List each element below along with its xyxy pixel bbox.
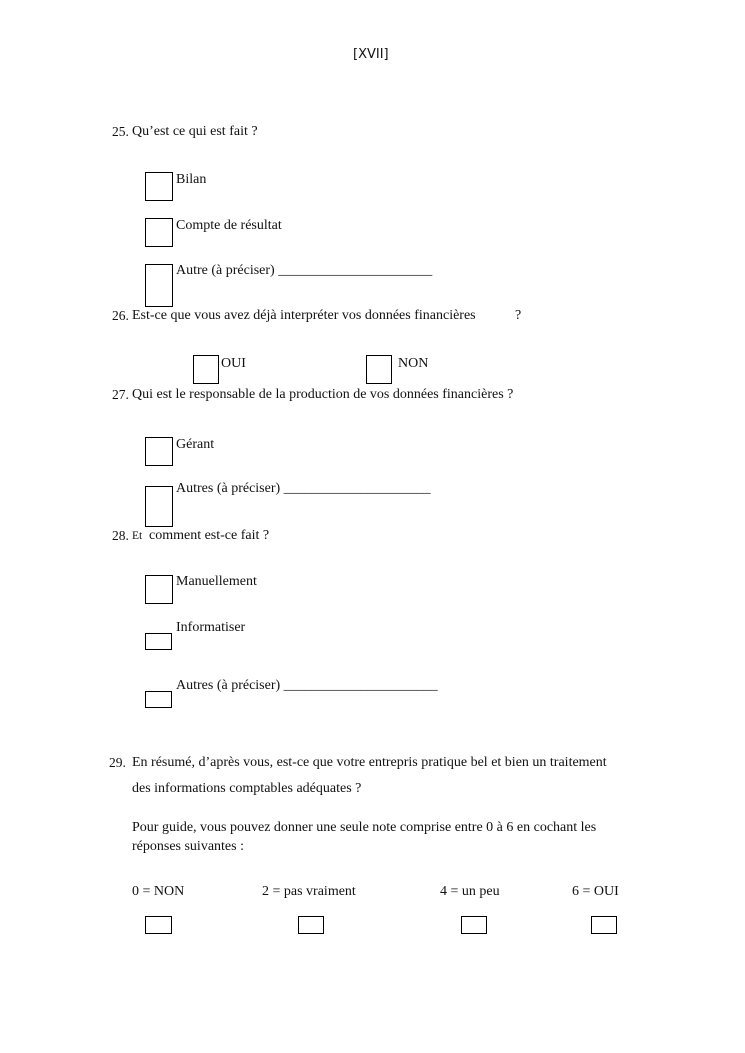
q27-option-gerant: Gérant — [176, 437, 215, 452]
q25-checkbox-bilan[interactable] — [145, 172, 173, 201]
q28-option-informatiser: Informatiser — [176, 620, 246, 635]
q25-checkbox-autre[interactable] — [145, 264, 173, 307]
q25-option-compte-resultat: Compte de résultat — [176, 218, 282, 233]
q27-checkbox-gerant[interactable] — [145, 437, 173, 466]
q25-option-bilan: Bilan — [176, 172, 207, 187]
q29-checkbox-6[interactable] — [591, 916, 617, 934]
q29-guide-line2: réponses suivantes : — [132, 839, 244, 854]
q29-guide-line1: Pour guide, vous pouvez donner une seule note comprise entre 0 à 6 en cochant les — [132, 820, 597, 835]
q28-question: comment est-ce fait ? — [149, 528, 270, 543]
q29-scale-label-0: 0 = NON — [132, 884, 185, 899]
q29-number: 29. — [109, 755, 126, 770]
q28-option-autres: Autres (à préciser) ______________________ — [176, 678, 438, 693]
q27-option-autres: Autres (à préciser) _____________________ — [176, 481, 431, 496]
q26-checkbox-oui[interactable] — [193, 355, 219, 384]
page-number-header: [XVII] — [353, 47, 389, 62]
q26-option-non: NON — [398, 356, 429, 371]
q28-checkbox-autres[interactable] — [145, 691, 172, 708]
q27-question: Qui est le responsable de la production de vos données financières ? — [132, 387, 514, 402]
q25-number: 25. — [112, 124, 129, 139]
q27-number: 27. — [112, 387, 129, 402]
q25-checkbox-compte-resultat[interactable] — [145, 218, 173, 247]
q25-question: Qu’est ce qui est fait ? — [132, 124, 258, 139]
q29-question-line1: En résumé, d’après vous, est-ce que votre entrepris pratique bel et bien un traitement — [132, 755, 607, 770]
q29-scale-label-4: 4 = un peu — [440, 884, 500, 899]
q26-question: Est-ce que vous avez déjà interpréter vos données financières — [132, 308, 476, 323]
q29-checkbox-2[interactable] — [298, 916, 324, 934]
q26-question-mark: ? — [515, 308, 522, 323]
q28-checkbox-informatiser[interactable] — [145, 633, 172, 650]
q29-question-line2: des informations comptables adéquates ? — [132, 781, 362, 796]
q26-number: 26. — [112, 308, 129, 323]
q28-prefix: Et — [132, 530, 143, 542]
q25-option-autre: Autre (à préciser) ______________________ — [176, 263, 433, 278]
q28-checkbox-manuellement[interactable] — [145, 575, 173, 604]
q29-checkbox-0[interactable] — [145, 916, 172, 934]
q26-option-oui: OUI — [221, 356, 246, 371]
q28-number: 28. — [112, 528, 129, 543]
q29-checkbox-4[interactable] — [461, 916, 487, 934]
q29-scale-label-2: 2 = pas vraiment — [262, 884, 356, 899]
q28-option-manuellement: Manuellement — [176, 574, 257, 589]
q26-checkbox-non[interactable] — [366, 355, 392, 384]
q27-checkbox-autres[interactable] — [145, 486, 173, 527]
q29-scale-label-6: 6 = OUI — [572, 884, 619, 899]
